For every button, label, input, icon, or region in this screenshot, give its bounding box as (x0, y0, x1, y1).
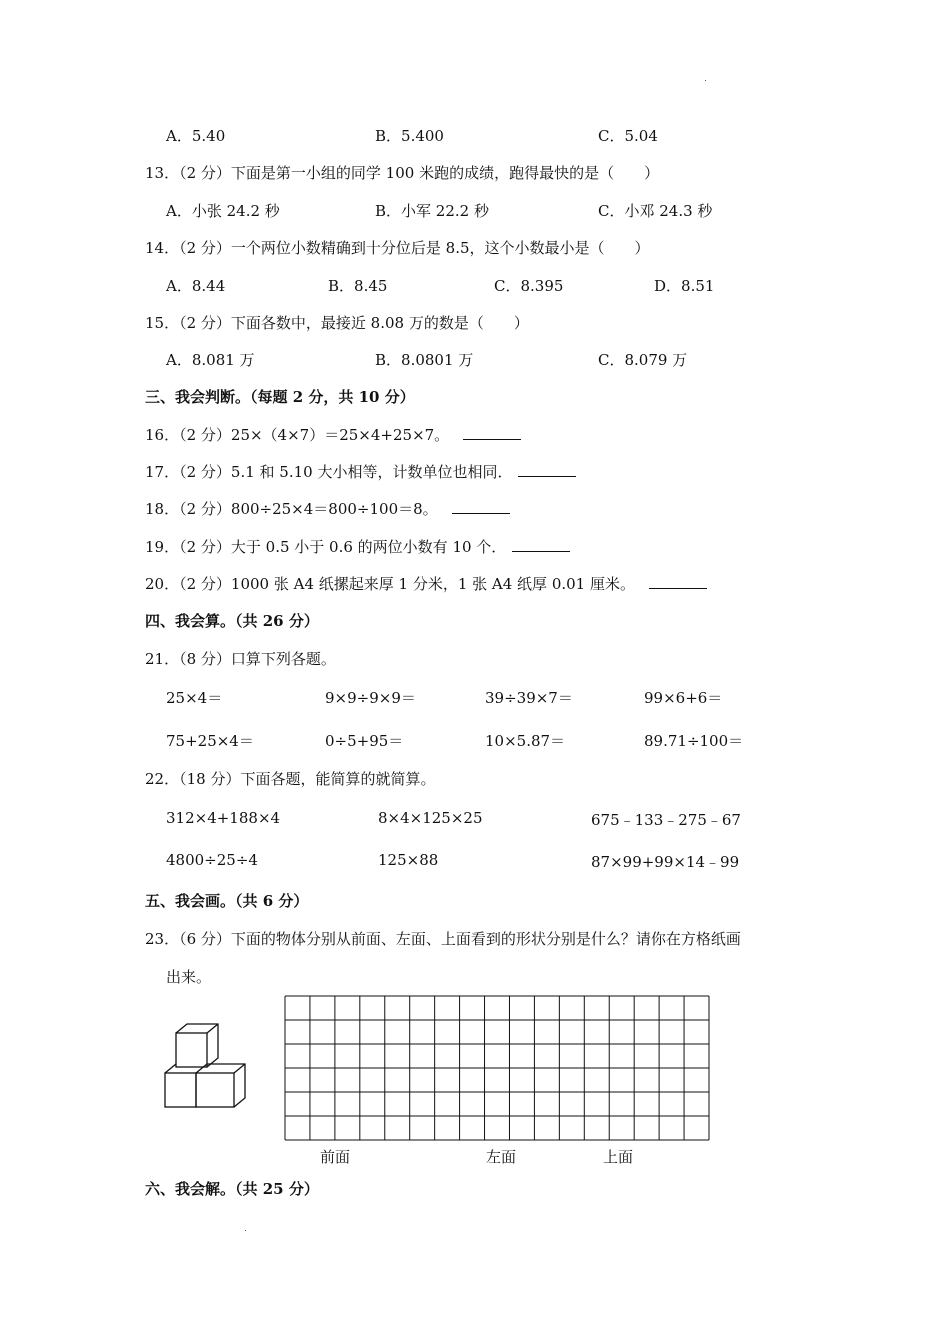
q14-option-c: C．8.395 (494, 277, 564, 295)
q22-item: 125×88 (378, 851, 439, 869)
q15-stem: 15．（2 分）下面各数中，最接近 8.08 万的数是（ ） (145, 314, 529, 332)
q22-item: 8×4×125×25 (378, 809, 483, 827)
q21-item: 39÷39×7＝ (485, 689, 573, 707)
q13-option-c: C．小邓 24.3 秒 (598, 202, 713, 220)
q15-option-b: B．8.0801 万 (375, 351, 474, 369)
q13-option-a: A．小张 24.2 秒 (166, 202, 280, 220)
drawing-grid[interactable] (284, 995, 710, 1141)
scan-dot-bottom (245, 1230, 246, 1231)
q12-option-b: B．5.400 (375, 127, 444, 145)
q20 (145, 573, 707, 594)
q23-stem-line2: 出来。 (166, 968, 212, 986)
q16-answer-blank[interactable] (463, 425, 521, 440)
scan-dot-top (705, 80, 706, 81)
label-left-view: 左面 (486, 1148, 517, 1166)
q18-answer-blank[interactable] (452, 499, 510, 514)
q12-option-a: A．5.40 (166, 127, 226, 145)
q14-option-a: A．8.44 (166, 277, 226, 295)
q23-stem-line1: 23．（6 分）下面的物体分别从前面、左面、上面看到的形状分别是什么？请你在方格纸画 (145, 930, 741, 948)
q16 (145, 424, 521, 445)
q17-answer-blank[interactable] (518, 462, 576, 477)
q21-item: 89.71÷100＝ (644, 732, 744, 750)
q13-stem: 13．（2 分）下面是第一小组的同学 100 米跑的成绩，跑得最快的是（ ） (145, 164, 660, 182)
q21-stem: 21．（8 分）口算下列各题。 (145, 650, 336, 668)
q15-option-c: C．8.079 万 (598, 351, 688, 369)
q17 (145, 461, 576, 482)
q19 (145, 536, 570, 557)
q22-item: 87×99+99×14﹣99 (591, 853, 740, 871)
q14-option-d: D．8.51 (654, 277, 715, 295)
q22-item: 312×4+188×4 (166, 809, 281, 827)
q19-text: 19．（2 分）大于 0.5 小于 0.6 的两位小数有 10 个． (145, 538, 507, 556)
label-top-view: 上面 (603, 1148, 634, 1166)
q21-item: 99×6+6＝ (644, 689, 723, 707)
q15-option-a: A．8.081 万 (166, 351, 255, 369)
q12-option-c: C．5.04 (598, 127, 658, 145)
q22-item: 675﹣133﹣275﹣67 (591, 811, 741, 829)
q16-text: 16．（2 分）25×（4×7）＝25×4+25×7。 (145, 426, 450, 444)
q18 (145, 498, 510, 519)
q14-option-b: B．8.45 (328, 277, 388, 295)
q21-item: 9×9÷9×9＝ (325, 689, 416, 707)
q20-text: 20．（2 分）1000 张 A4 纸摞起来厚 1 分米，1 张 A4 纸厚 0.01 厘米。 (145, 575, 635, 593)
q21-item: 0÷5+95＝ (325, 732, 404, 750)
section-6-heading: 六、我会解。（共 25 分） (145, 1180, 319, 1198)
q21-item: 10×5.87＝ (485, 732, 566, 750)
section-3-heading: 三、我会判断。（每题 2 分，共 10 分） (145, 388, 415, 406)
section-5-heading: 五、我会画。（共 6 分） (145, 892, 309, 910)
q21-item: 25×4＝ (166, 689, 223, 707)
section-4-heading: 四、我会算。（共 26 分） (145, 612, 319, 630)
q22-item: 4800÷25÷4 (166, 851, 258, 869)
q22-stem: 22．（18 分）下面各题，能简算的就简算。 (145, 770, 436, 788)
q17-text: 17．（2 分）5.1 和 5.10 大小相等，计数单位也相同． (145, 463, 513, 481)
label-front-view: 前面 (320, 1148, 351, 1166)
q14-stem: 14．（2 分）一个两位小数精确到十分位后是 8.5，这个小数最小是（ ） (145, 239, 650, 257)
q20-answer-blank[interactable] (649, 574, 707, 589)
q13-option-b: B．小军 22.2 秒 (375, 202, 489, 220)
q19-answer-blank[interactable] (512, 537, 570, 552)
cube-figure (160, 1020, 252, 1110)
q21-item: 75+25×4＝ (166, 732, 254, 750)
q18-text: 18．（2 分）800÷25×4＝800÷100＝8。 (145, 500, 438, 518)
